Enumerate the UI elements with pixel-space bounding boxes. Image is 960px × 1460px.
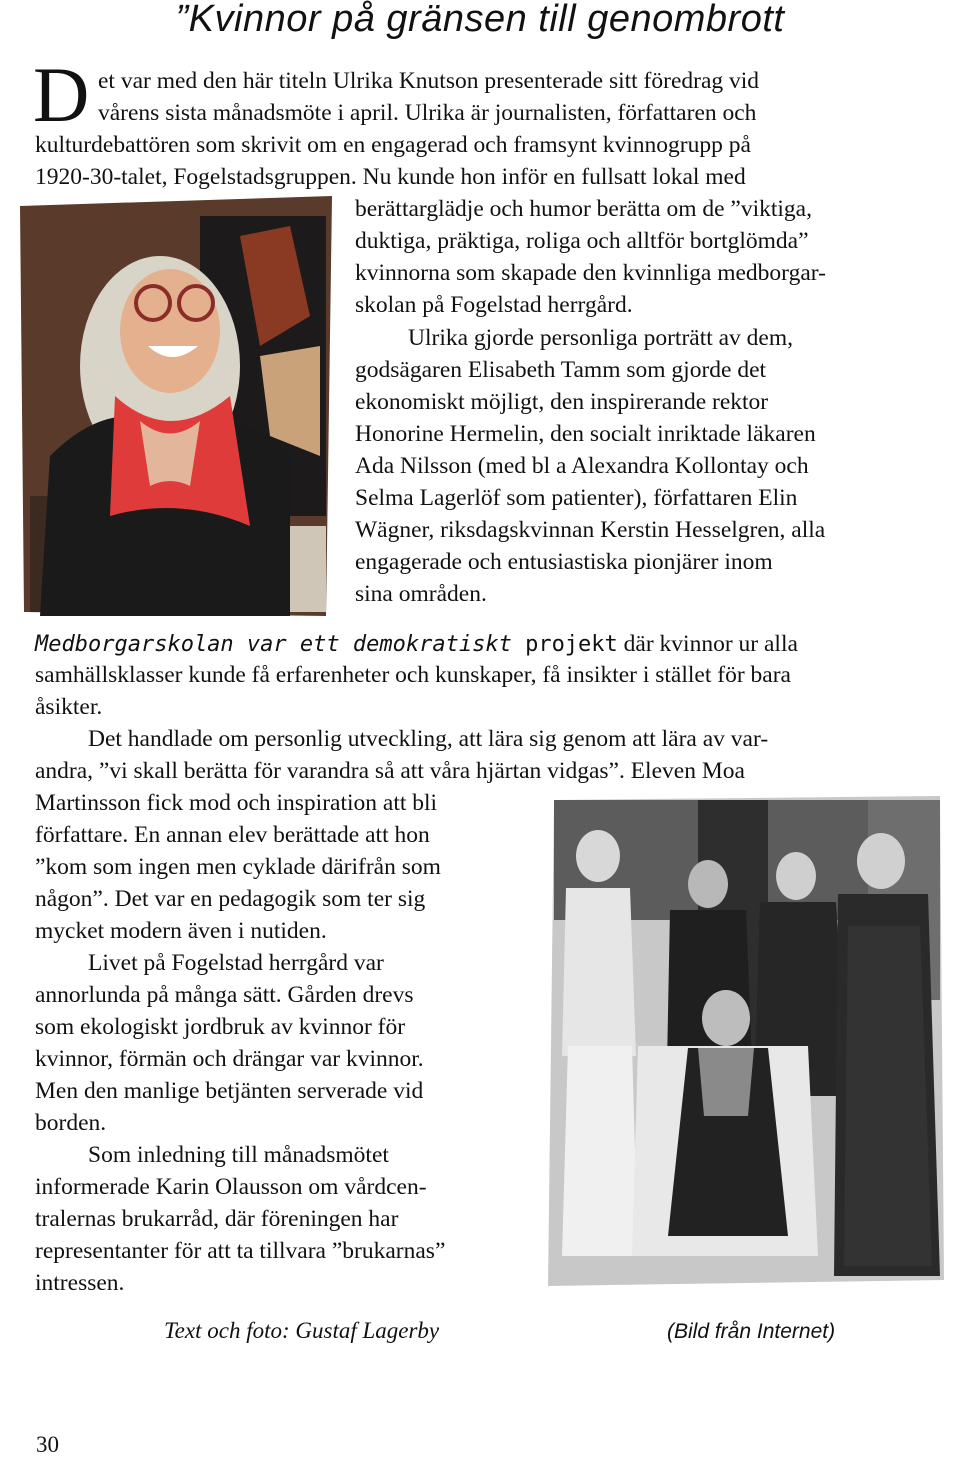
paragraph-line: Honorine Hermelin, den socialt inriktade läkaren: [355, 421, 816, 447]
speaker-photo: [20, 196, 332, 616]
paragraph-line: intressen.: [35, 1270, 125, 1296]
paragraph-line: [35, 628, 798, 661]
paragraph-line: Ulrika gjorde personliga porträtt av dem,: [408, 325, 794, 351]
paragraph-line: et var med den här titeln Ulrika Knutson presenterade sitt föredrag vid: [98, 68, 760, 94]
photo-credit: Text och foto: Gustaf Lagerby: [164, 1318, 440, 1343]
paragraph-line: skolan på Fogelstad herrgård.: [355, 292, 633, 318]
paragraph-line: sina områden.: [355, 581, 487, 607]
paragraph-line: berättarglädje och humor berätta om de ”viktiga,: [355, 196, 812, 222]
paragraph-line: informerade Karin Olausson om vårdcen-: [35, 1174, 427, 1200]
paragraph-line: vårens sista månadsmöte i april. Ulrika är journalisten, författaren och: [98, 100, 757, 126]
paragraph-line: Det handlade om personlig utveckling, att lära sig genom att lära av var-: [88, 726, 769, 752]
paragraph-line: tralernas brukarråd, där föreningen har: [35, 1206, 399, 1232]
paragraph-line: Martinsson fick mod och inspiration att bli: [35, 790, 438, 816]
page-title: ”Kvinnor på gränsen till genombrott: [175, 0, 785, 40]
paragraph-line: författare. En annan elev berättade att hon: [35, 822, 430, 848]
paragraph-line: duktiga, präktiga, roliga och alltför bortglömda”: [355, 228, 809, 254]
page-number: 30: [36, 1432, 59, 1457]
image-source: (Bild från Internet): [667, 1320, 836, 1343]
paragraph-line: som ekologiskt jordbruk av kvinnor för: [35, 1014, 406, 1040]
paragraph-line: Selma Lagerlöf som patienter), författaren Elin: [355, 485, 798, 511]
emphasis-text: projekt: [511, 632, 618, 657]
paragraph-line: godsägaren Elisabeth Tamm som gjorde det: [355, 357, 767, 383]
paragraph-line: borden.: [35, 1110, 107, 1136]
paragraph-line: Ada Nilsson (med bl a Alexandra Kollontay och: [355, 453, 809, 479]
historical-group-photo: [548, 796, 944, 1286]
emphasis-text: Medborgarskolan var ett demokratiskt: [35, 632, 512, 657]
paragraph-line: mycket modern även i nutiden.: [35, 918, 327, 944]
paragraph-line: ”kom som ingen men cyklade därifrån som: [35, 854, 441, 880]
paragraph-line: 1920-30-talet, Fogelstadsgruppen. Nu kunde hon inför en fullsatt lokal med: [35, 164, 746, 190]
paragraph-line: samhällsklasser kunde få erfarenheter och kunskaper, få insikter i stället för bara: [35, 662, 791, 688]
paragraph-line: representanter för att ta tillvara ”brukarnas”: [35, 1238, 446, 1264]
body-text: där kvinnor ur alla: [617, 631, 798, 657]
paragraph-line: Men den manlige betjänten serverade vid: [35, 1078, 424, 1104]
paragraph-line: kvinnorna som skapade den kvinnliga medborgar-: [355, 260, 826, 286]
paragraph-line: kulturdebattören som skrivit om en engagerad och framsynt kvinnogrupp på: [35, 132, 751, 158]
paragraph-line: ekonomiskt möjligt, den inspirerande rektor: [355, 389, 769, 415]
paragraph-line: Livet på Fogelstad herrgård var: [88, 950, 384, 976]
paragraph-line: åsikter.: [35, 694, 103, 720]
paragraph-line: någon”. Det var en pedagogik som ter sig: [35, 886, 426, 912]
drop-cap: D: [33, 51, 90, 138]
paragraph-line: andra, ”vi skall berätta för varandra så att våra hjärtan vidgas”. Eleven Moa: [35, 758, 745, 784]
paragraph-line: engagerade och entusiastiska pionjärer inom: [355, 549, 773, 575]
paragraph-line: Wägner, riksdagskvinnan Kerstin Hesselgren, alla: [355, 517, 826, 543]
paragraph-line: Som inledning till månadsmötet: [88, 1142, 389, 1168]
paragraph-line: kvinnor, förmän och drängar var kvinnor.: [35, 1046, 424, 1072]
paragraph-line: annorlunda på många sätt. Gården drevs: [35, 982, 414, 1008]
